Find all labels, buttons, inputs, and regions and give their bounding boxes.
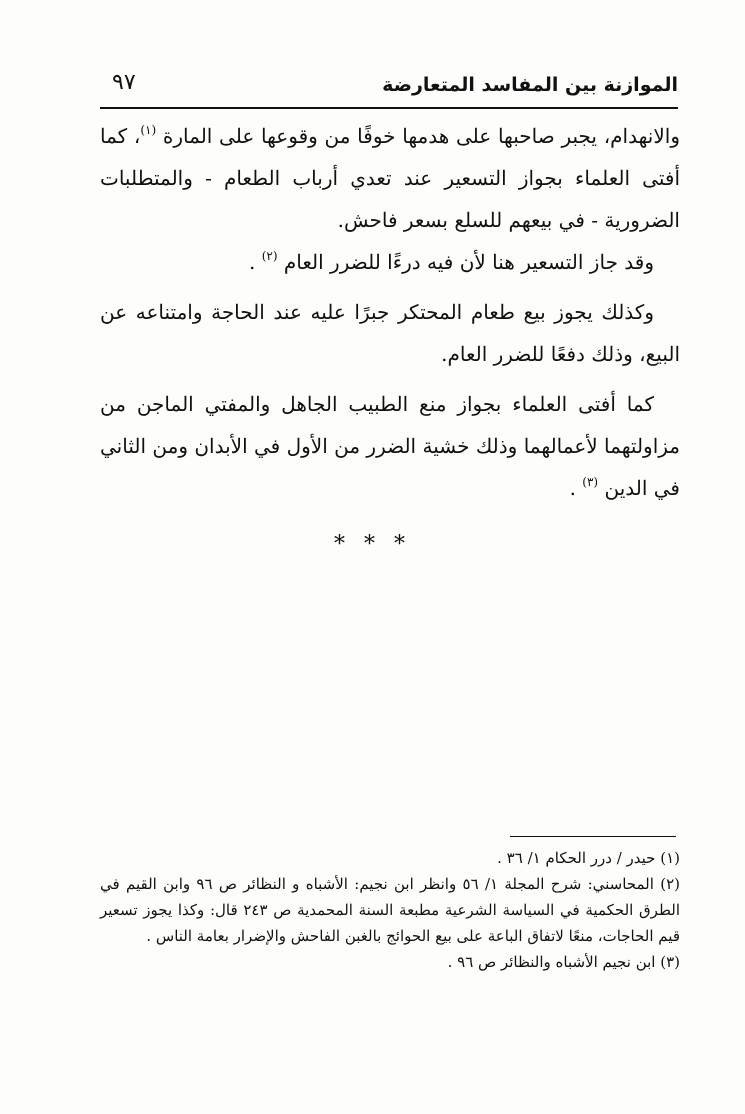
paragraph-1-text: والانهدام، يجبر صاحبها على هدمها خوفًا من وقوعها على المارة: [162, 124, 680, 148]
footnote-1: (١) حيدر / درر الحكام ١/ ٣٦ .: [497, 849, 680, 867]
page-number: ٩٧: [112, 70, 136, 95]
page-header: [100, 66, 678, 106]
main-text: [100, 115, 680, 509]
paragraph-2-text: وقد جاز التسعير هنا لأن فيه درءًا للضرر العام: [283, 250, 654, 274]
footnote-rule: [510, 836, 676, 837]
paragraph-4-tail: .: [569, 476, 583, 500]
running-title: الموازنة بين المفاسد المتعارضة: [382, 74, 678, 96]
section-separator: * * *: [334, 532, 411, 557]
footnote-ref-1[interactable]: (١): [140, 123, 157, 137]
footnote-ref-3[interactable]: (٣): [582, 475, 599, 489]
paragraph-3: وكذلك يجوز بيع طعام المحتكر جبرًا عليه عند الحاجة وامتناعه عن البيع، وذلك دفعًا للضرر العام.: [100, 300, 680, 366]
paragraph-1: [100, 115, 680, 241]
footnote-ref-2[interactable]: (٢): [261, 249, 278, 263]
paragraph-4: [100, 383, 680, 509]
paragraph-2-tail: .: [249, 250, 262, 274]
paragraph-1-tail: ، كما أفتى العلماء بجواز التسعير عند تعدي أرباب الطعام - والمتطلبات الضرورية - في بيعهم للسلع بسعر فاحش.: [100, 124, 681, 232]
footnote-3: (٣) ابن نجيم الأشباه والنظائر ص ٩٦ .: [447, 953, 680, 971]
paragraph-4-text: كما أفتى العلماء بجواز منع الطبيب الجاهل والمفتي الماجن من مزاولتهما لأعمالهما وذلك خشية الضرر من الأول في الأبدان ومن الثاني في الدين: [100, 392, 680, 500]
footnotes: [100, 845, 680, 975]
header-rule: [100, 107, 678, 109]
paragraph-2: [100, 241, 680, 283]
footnote-2: (٢) المحاسني: شرح المجلة ١/ ٥٦ وانظر ابن نجيم: الأشباه و النظائر ص ٩٦ وابن القيم في الطرق الحكمية في السياسة الشرعية مطبعة السنة المحمدية ص ٢٤٣ قال: وكذا يجوز تسعير قيم الحاجات، منعًا لاتفاق الباعة على بيع الحوائج بالغبن الفاحش والإضرار بعامة الناس .: [100, 875, 680, 945]
